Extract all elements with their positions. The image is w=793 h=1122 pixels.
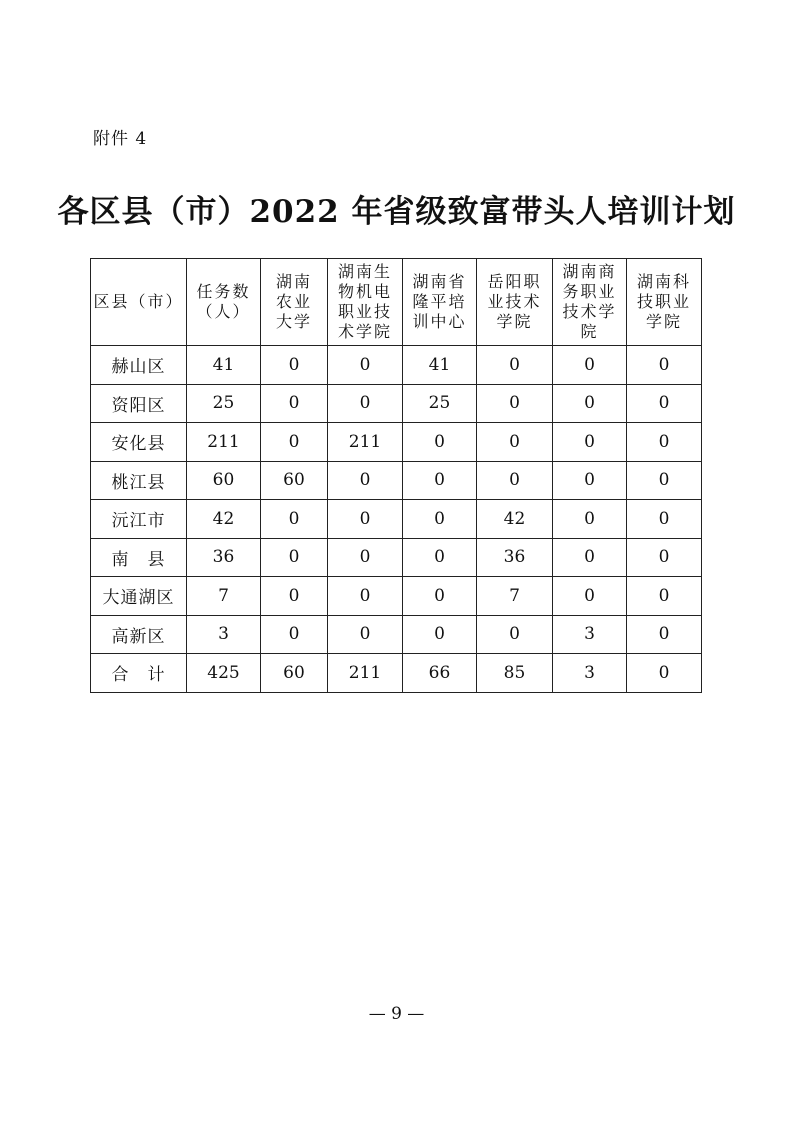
- value-cell: 42: [477, 500, 553, 539]
- quota-cell: 42: [187, 500, 261, 539]
- value-cell: 0: [328, 615, 403, 654]
- value-cell: 211: [328, 423, 403, 462]
- region-cell: 资阳区: [91, 384, 187, 423]
- table-row: [91, 577, 702, 616]
- quota-cell: 7: [187, 577, 261, 616]
- region-cell: 大通湖区: [91, 577, 187, 616]
- region-cell: 南 县: [91, 538, 187, 577]
- table-row: [91, 423, 702, 462]
- header-hunan-biomech-college: 湖南生物机电职业技术学院: [328, 259, 403, 346]
- region-cell: 赫山区: [91, 346, 187, 385]
- total-value-cell: 211: [328, 654, 403, 693]
- value-cell: 0: [261, 538, 328, 577]
- value-cell: 0: [403, 577, 477, 616]
- value-cell: 0: [627, 615, 702, 654]
- value-cell: 0: [553, 538, 627, 577]
- value-cell: 0: [328, 538, 403, 577]
- table-total-row: [91, 654, 702, 693]
- table-row: [91, 615, 702, 654]
- table-row: [91, 461, 702, 500]
- value-cell: 0: [403, 423, 477, 462]
- value-cell: 0: [627, 461, 702, 500]
- table-row: [91, 500, 702, 539]
- value-cell: 0: [627, 500, 702, 539]
- value-cell: 0: [328, 577, 403, 616]
- value-cell: 41: [403, 346, 477, 385]
- value-cell: 0: [627, 538, 702, 577]
- table-header-row: [91, 259, 702, 346]
- training-plan-table: [90, 258, 702, 693]
- value-cell: 0: [328, 500, 403, 539]
- value-cell: 0: [553, 384, 627, 423]
- value-cell: 3: [553, 615, 627, 654]
- value-cell: 0: [477, 384, 553, 423]
- value-cell: 7: [477, 577, 553, 616]
- value-cell: 0: [477, 461, 553, 500]
- quota-cell: 211: [187, 423, 261, 462]
- value-cell: 60: [261, 461, 328, 500]
- region-cell: 安化县: [91, 423, 187, 462]
- value-cell: 0: [627, 346, 702, 385]
- page-number: — 9 —: [368, 1004, 425, 1024]
- document-title: 各区县（市）2022 年省级致富带头人培训计划: [57, 194, 736, 230]
- quota-cell: 3: [187, 615, 261, 654]
- value-cell: 25: [403, 384, 477, 423]
- table-row: [91, 538, 702, 577]
- value-cell: 0: [553, 577, 627, 616]
- total-value-cell: 85: [477, 654, 553, 693]
- value-cell: 0: [477, 346, 553, 385]
- value-cell: 0: [261, 577, 328, 616]
- value-cell: 0: [261, 615, 328, 654]
- region-cell: 沅江市: [91, 500, 187, 539]
- table-row: [91, 384, 702, 423]
- value-cell: 0: [328, 461, 403, 500]
- value-cell: 0: [328, 346, 403, 385]
- total-label-cell: 合 计: [91, 654, 187, 693]
- total-quota-cell: 425: [187, 654, 261, 693]
- table-row: [91, 346, 702, 385]
- header-longping-training-center: 湖南省隆平培训中心: [403, 259, 477, 346]
- value-cell: 36: [477, 538, 553, 577]
- header-hunan-tech-college: 湖南科技职业学院: [627, 259, 702, 346]
- header-hunan-commerce-college: 湖南商务职业技术学院: [553, 259, 627, 346]
- value-cell: 0: [261, 346, 328, 385]
- total-value-cell: 0: [627, 654, 702, 693]
- value-cell: 0: [553, 346, 627, 385]
- value-cell: 0: [403, 500, 477, 539]
- header-yueyang-college: 岳阳职业技术学院: [477, 259, 553, 346]
- quota-cell: 36: [187, 538, 261, 577]
- header-quota: 任务数（人）: [187, 259, 261, 346]
- value-cell: 0: [553, 423, 627, 462]
- value-cell: 0: [477, 615, 553, 654]
- header-region: 区县（市）: [91, 259, 187, 346]
- quota-cell: 60: [187, 461, 261, 500]
- value-cell: 0: [261, 384, 328, 423]
- value-cell: 0: [403, 538, 477, 577]
- value-cell: 0: [403, 615, 477, 654]
- value-cell: 0: [403, 461, 477, 500]
- region-cell: 高新区: [91, 615, 187, 654]
- attachment-label: 附件 4: [93, 129, 148, 149]
- quota-cell: 41: [187, 346, 261, 385]
- value-cell: 0: [553, 500, 627, 539]
- total-value-cell: 66: [403, 654, 477, 693]
- region-cell: 桃江县: [91, 461, 187, 500]
- quota-cell: 25: [187, 384, 261, 423]
- value-cell: 0: [261, 423, 328, 462]
- value-cell: 0: [477, 423, 553, 462]
- total-value-cell: 3: [553, 654, 627, 693]
- value-cell: 0: [328, 384, 403, 423]
- value-cell: 0: [627, 577, 702, 616]
- value-cell: 0: [627, 384, 702, 423]
- value-cell: 0: [627, 423, 702, 462]
- value-cell: 0: [553, 461, 627, 500]
- header-hunan-agri-univ: 湖南农业大学: [261, 259, 328, 346]
- value-cell: 0: [261, 500, 328, 539]
- total-value-cell: 60: [261, 654, 328, 693]
